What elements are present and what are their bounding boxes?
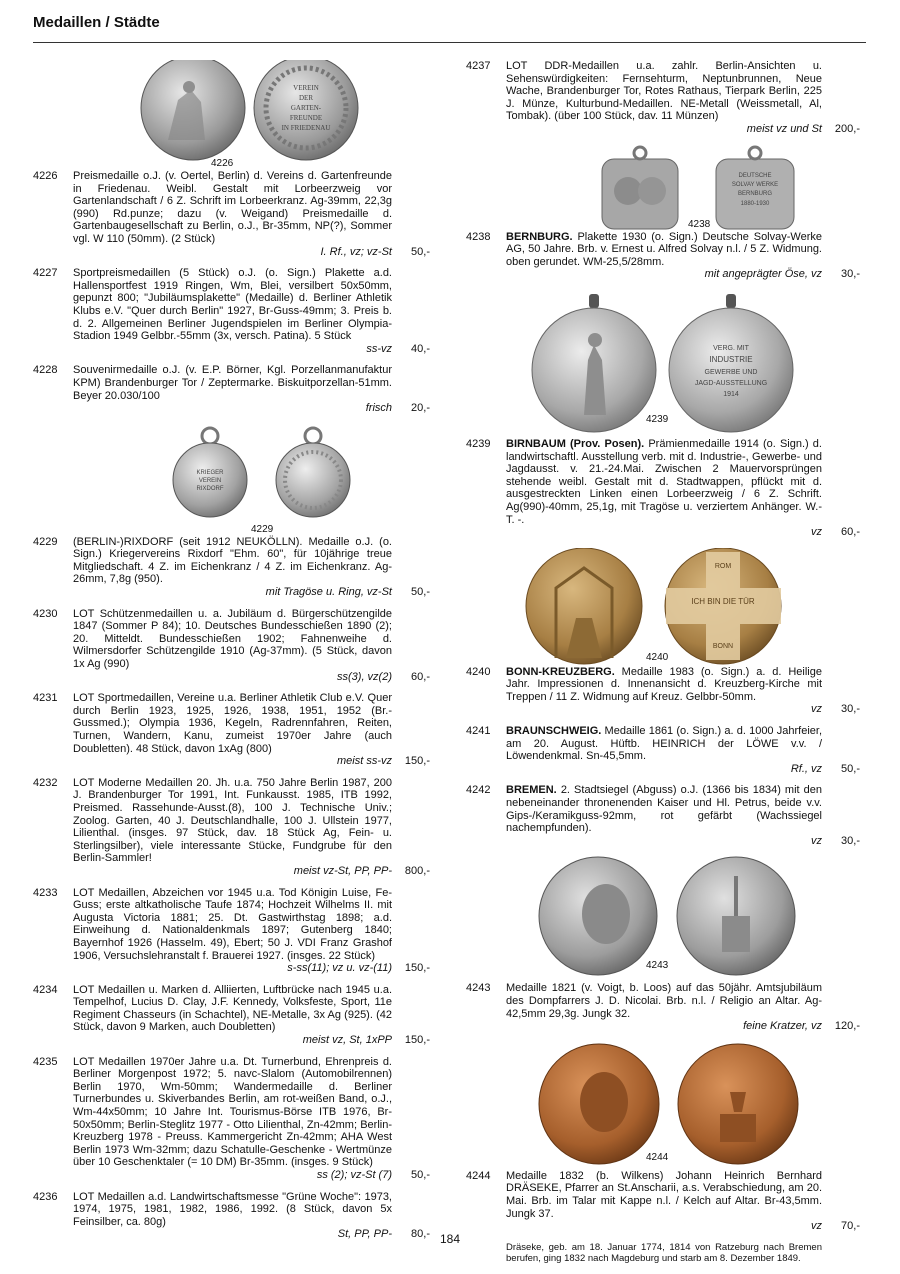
lot-text: Medaille 1821 (v. Voigt, b. Loos) auf das 50jähr. Amtsjubiläum des Dompfarrers J. D. Nicolai. Brb. n.l. / Religio an Altar. Ag-42,5mm 29,3g. Jungk 32. [506,982,822,1020]
medal-image-4238 [506,145,826,231]
lot-entry [33,170,430,258]
lot-entry [466,438,860,539]
figure-4243 [506,856,860,982]
lot-city: BONN-KREUZBERG. [506,665,615,678]
lot-description [73,1056,392,1182]
lot-number: 4235 [33,1055,58,1068]
lot-number: 4228 [33,364,58,377]
lot-description [73,267,392,355]
lot-description [506,982,822,1032]
lot-price: 120,- [834,1020,860,1033]
lot-description [73,887,392,975]
lot-description [506,725,822,775]
svg-text:VEREIN: VEREIN [293,84,319,92]
lot-entry [33,1056,430,1182]
lot-price: 20,- [411,402,430,415]
svg-text:FREUNDE: FREUNDE [289,114,323,122]
lot-grade: frisch [365,402,392,415]
svg-text:DER: DER [299,94,313,102]
lot-city: BREMEN. [506,784,557,797]
lot-price: 30,- [841,703,860,716]
lot-grade: vz [811,834,822,847]
lot-text: Medaille 1832 (b. Wilkens) Johann Heinrich Bernhard DRÄSEKE, Pfarrer an St.Anscharii, a.s. Verabschiedung, am 20. Mai. Brb. im Talar mit Kappe n.l. / Kelch auf Altar. Br-43,5mm. Jungk 37. [506,1169,822,1220]
svg-text:BONN: BONN [712,642,734,650]
lot-description [506,784,822,847]
lot-grade: s-ss(11); vz u. vz-(11) [287,962,392,975]
lot-number: 4242 [466,784,491,797]
lot-description [73,984,392,1047]
lot-text: Prämienmedaille 1914 (o. Sign.) d. landwirtschaftl. Ausstellung verb. mit d. Industrie-, Gewerbe- und Jagdausst. v. 21.-24.Mai. Zwischen 2 Mauervorsprüngen stehende weibl. Gestalt mit d. Stadtwappen, pflückt mit d. ausgestreckten Linken einen Lorbeerzweig / 6 Z. Schrift. Ag(990)-40mm, 25,1g, mit Tragöse u. verziertem Anhänger. W.-T. -. [506,437,822,526]
lot-description [73,608,392,684]
svg-text:SOLVAY WERKE: SOLVAY WERKE [731,181,779,188]
lot-text: Medaille 1983 (o. Sign.) a. d. Heilige Jahr. Impressionen d. Innenansicht d. Kreuzberg-Kirche mit Treppen / 11 Z. Widmung auf Kreuz. Gelbbr-50mm. [506,665,822,703]
lot-number: 4240 [466,665,491,678]
lot-price: 60,- [411,670,430,683]
lot-number: 4237 [466,60,491,72]
lot-entry [466,666,860,716]
lot-text: Sportpreismedaillen (5 Stück) o.J. (o. Sign.) Plakette a.d. Hallensportfest 1919 Ringen, Wm, Blei, versilbert 50x50mm, gepunzt 800; "Jubiläumsplakette" (Medaille) d. Berliner Athletik Klubs e.V. "Quer durch Berlin" 1927, Br-Guss-49mm; 3. Preis b. d. 2. Allgemeinen Berliner Jugendspielen im Berliner Olympia-Stadion 1949 Gelbbr.-55mm (3x, versch. Patina). 5 Stück [73,267,392,343]
lot-text: LOT DDR-Medaillen u.a. zahlr. Berlin-Ansichten u. Sehenswürdigkeiten: Fernsehturm, Neptunbrunnen, Neue Wache, Brandenburger Tor, Rotes Rathaus, Tierpark Berlin, 225 J. Münze, Kulturbund-Medaillen. NE-Metall (Weissmetall, Al, Tombak). (über 100 Stück, dav. 11 Münzen) [506,60,822,123]
lot-grade: mit angeprägter Öse, vz [704,268,822,281]
lot-price: 50,- [411,1169,430,1181]
lot-entry [466,725,860,775]
lot-note: Dräseke, geb. am 18. Januar 1774, 1814 von Ratzeburg nach Bremen berufen, ging 1832 nach Magdeburg und starb am 8. Dezember 1849. [506,1241,822,1264]
lot-grade: ss-vz [366,342,392,355]
lot-text: LOT Schützenmedaillen u. a. Jubiläum d. Bürgerschützengilde 1847 (Sommer P 84); 10. Deutsches Bundesschießen 1890 (2); 20. Mitteldt. Bundesschießen 1902; Fahnenweihe d. Wilmersdorfer Schützengilde 1910 (Ag-37mm). (5 Stück, davon 1x Ag (990) [73,607,392,671]
medal-image-4239 [506,290,846,438]
lot-price: 150,- [404,1034,430,1047]
lot-number: 4241 [466,725,491,738]
lot-price: 30,- [841,268,860,281]
svg-text:VEREIN: VEREIN [198,477,222,484]
lot-description [506,438,822,539]
lot-entry [33,984,430,1047]
lot-number: 4236 [33,1190,58,1203]
lot-price: 50,- [411,245,430,258]
svg-text:GEWERBE UND: GEWERBE UND [704,368,758,376]
lot-description [506,60,822,136]
lot-description [506,666,822,716]
figure-caption: 4238 [688,218,711,230]
lot-text: Souvenirmedaille o.J. (v. E.P. Börner, Kgl. Porzellanmanufaktur KPM) Brandenburger Tor / Zeptermarke. Biskuitporzellan-51mm. Beyer 20.030/100 [73,364,392,402]
svg-text:KRIEGER: KRIEGER [196,469,224,476]
lot-price: 800,- [404,864,430,877]
lot-entry [33,267,430,355]
lot-entry [466,60,860,136]
lot-description [506,1170,822,1233]
svg-text:BERNBURG: BERNBURG [737,190,773,197]
lot-grade: St, PP, PP- [337,1228,392,1241]
lot-number: 4238 [466,230,491,243]
lot-text: LOT Medaillen 1970er Jahre u.a. Dt. Turnerbund, Ehrenpreis d. Berliner Morgenpost 1972; 5. navc-Slalom (Automobilrennen) Berlin 1970, Wm-50mm; Wandermedaille d. Berliner Turnerbundes u. Skiverbandes Berlin, am rot-weißen Band, o.J., Wm-44x50mm; 10 Jahre Int. Tourismus-Börse ITB 1976, Br-50x50mm; Berlin-Steglitz 1977 - Otto Lilienthal, Zn-42mm; Berlin-Kreuzberg 1978 - Preuss. Kammergericht Zn-42mm; AHA West Berlin 1973 Wm-32mm; dazu Schatulle-Geschenke - Wertmünze über 10 Geschenktaler (= 10 DM) Br-35mm. (insges. 9 Stück) [73,1055,392,1169]
lot-entry [33,364,430,414]
lot-entry [33,608,430,684]
figure-caption: 4226 [211,158,234,169]
header-divider [33,42,866,43]
right-column [466,60,860,1264]
lot-city: BERNBURG. [506,230,573,243]
figure-4226 [73,60,430,170]
figure-caption: 4243 [646,960,669,972]
svg-text:INDUSTRIE: INDUSTRIE [709,354,753,364]
lot-number: 4227 [33,267,58,280]
lot-entry [33,777,430,878]
lot-entry [466,982,860,1032]
medal-image-4240 [506,548,846,666]
medal-image-4229 [73,424,433,536]
lot-number: 4232 [33,776,58,789]
lot-entry [33,692,430,768]
svg-text:GARTEN-: GARTEN- [290,104,322,112]
lot-price: 60,- [841,526,860,539]
figure-caption: 4229 [251,523,274,535]
lot-price: 200,- [834,122,860,135]
lot-grade: ss (2); vz-St (7) [316,1169,392,1181]
svg-text:1914: 1914 [723,390,739,398]
lot-description [73,692,392,768]
svg-text:VERG. MIT: VERG. MIT [713,344,749,352]
lot-number: 4226 [33,170,58,182]
lot-price: 70,- [841,1220,860,1233]
lot-description [73,777,392,878]
lot-text: Plakette 1930 (o. Sign.) Deutsche Solvay-Werke AG, 50 Jahre. Brb. v. Ernest u. Alfred Solvay n.l. / 5 Z. Widmung. oben gerundet. WM-25,5/28mm. [506,230,822,268]
lot-grade: vz [811,526,822,539]
figure-caption: 4239 [646,413,669,425]
svg-text:ICH BIN DIE TÜR: ICH BIN DIE TÜR [691,596,755,606]
lot-number: 4244 [466,1169,491,1182]
figure-4229 [73,424,430,536]
lot-text: Medaille 1861 (o. Sign.) a. d. 1000 Jahrfeier, am 20. August. Hüftb. HEINRICH der LÖWE v.v. / Löwendenkmal. Sn-45,5mm. [506,725,822,763]
figure-caption: 4244 [646,1151,669,1163]
lot-grade: vz [811,1220,822,1233]
lot-price: 50,- [411,586,430,599]
lot-price: 80,- [411,1228,430,1241]
figure-4238 [506,145,860,231]
lot-description [73,536,392,599]
medal-image-4226 [73,60,433,170]
lot-price: 30,- [841,834,860,847]
lot-number: 4233 [33,886,58,899]
lot-description [73,364,392,414]
lot-entry [466,231,860,281]
lot-number: 4234 [33,983,58,996]
lot-grade: mit Tragöse u. Ring, vz-St [265,586,392,599]
svg-text:RIXDORF: RIXDORF [196,485,224,492]
lot-number: 4239 [466,437,491,450]
lot-grade: meist ss-vz [337,755,392,768]
lot-grade: vz [811,703,822,716]
lot-text: LOT Moderne Medaillen 20. Jh. u.a. 750 Jahre Berlin 1987, 200 J. Brandenburger Tor 1991, Int. Funkausst. 1985, ITB 1992, Preismed. Rassehunde-Ausst.(8), 100 J. Technische Univ.; Zoolog. Garten, 40 J. Deutschlandhalle, 100 J. Ullstein 1977, Lilienthal. (insges. 97 Stück, dav. 18 Stück Ag, Fein- u. Sterlingsilber), viele interessante Stücke, Fundgrube für den Berlin-Sammler! [73,776,392,865]
lot-description [506,231,822,281]
lot-number: 4243 [466,982,491,995]
figure-caption: 4240 [646,651,669,663]
figure-4239 [506,290,860,438]
lot-number: 4229 [33,535,58,548]
lot-price: 150,- [404,755,430,768]
svg-text:1880-1930: 1880-1930 [740,200,770,207]
lot-city: BIRNBAUM (Prov. Posen). [506,437,645,450]
lot-price: 150,- [404,962,430,975]
lot-text: LOT Medaillen a.d. Landwirtschaftsmesse "Grüne Woche": 1973, 1974, 1975, 1981, 1982, 1986, 1992. (8 Stück, davon 5x Feinsilber, ca. 80g) [73,1190,392,1228]
lot-entry [466,784,860,847]
lot-price: 40,- [411,342,430,355]
lot-grade: meist vz und St [746,122,822,135]
lot-grade: meist vz-St, PP, PP- [293,864,392,877]
figure-4244 [506,1042,860,1170]
left-column [33,60,430,1250]
lot-description [73,170,392,258]
lot-number: 4230 [33,607,58,620]
lot-text: Preismedaille o.J. (v. Oertel, Berlin) d. Vereins d. Gartenfreunde in Friedenau. Weibl. Gestalt mit Lorbeerzweig vor Gartenlandschaft / 6 Z. Schrift im Lorbeerkranz. Ag-39mm, 22,3g (990) Rd.punze; dazu (v. Weigand) Preismedaille d. Gartenbaugesellschaft zu Berlin, o.J., Br-35mm, NP(?), Sommer vgl. W 110 (50mm). (2 Stück) [73,170,392,245]
svg-text:IN FRIEDENAU: IN FRIEDENAU [281,124,331,132]
svg-text:DEUTSCHE: DEUTSCHE [738,172,772,179]
lot-grade: meist vz, St, 1xPP [302,1034,392,1047]
lot-text: (BERLIN-)RIXDORF (seit 1912 NEUKÖLLN). Medaille o.J. (o. Sign.) Kriegervereins Rixdorf "Ehm. 60", für 10jährige treue Mitgliedschaft. 4 Z. im Eichenkranz / 4 Z. im Eichenkranz. Ag-26mm, 7,8g (950). [73,535,392,586]
lot-grade: ss(3), vz(2) [337,670,392,683]
lot-city: BRAUNSCHWEIG. [506,725,602,738]
svg-text:ROM: ROM [714,562,732,570]
page-number: 184 [439,1232,461,1246]
lot-text: LOT Medaillen u. Marken d. Alliierten, Luftbrücke nach 1945 u.a. Tempelhof, Lucius D. Clay, J.F. Kennedy, Volksfeste, Sport, 11e Regiment Chasseurs (in Schachtel), NE-Metalle, 3x Ag (925). (42 Stück, davon 9 Marken, auch Doubletten) [73,983,392,1034]
lot-entry [466,1170,860,1233]
lot-grade: I. Rf., vz; vz-St [320,245,392,258]
medal-image-4244 [506,1042,846,1170]
figure-4240 [506,548,860,666]
page-title: Medaillen / Städte [33,14,160,31]
lot-price: 50,- [841,762,860,775]
medal-image-4243 [506,856,846,982]
lot-entry [33,536,430,599]
lot-number: 4231 [33,692,58,705]
lot-text: LOT Sportmedaillen, Vereine u.a. Berliner Athletik Club e.V. Quer durch Berlin 1923, 1925, 1926, 1938, 1951, 1952 (Br.-Gussmed.); Olympia 1936, Kegeln, Radrennfahren, Reiten, Turnen, Wandern, Kanu, zumeist 1970er Jahre (auch Doubletten). 48 Stück, davon 1xAg (800) [73,692,392,755]
svg-text:JAGD-AUSSTELLUNG: JAGD-AUSSTELLUNG [694,379,768,387]
lot-text: LOT Medaillen, Abzeichen vor 1945 u.a. Tod Königin Luise, Fe-Guss; erste altkatholische Taufe 1874; Hochzeit Wilhelms II. mit Augusta Victoria 1881; 25. Dt. Gastwirthstag 1898; a.d. Einweihung d. Nationaldenkmals 1897; Gutenberg 1840; Bayernhof 1926 (Hasselm. 49), Ebert; 50 J. VDI Franz Grashof 1906, Versuchslehranstalt f. Brauerei 1927. (insges. 22 Stück) [73,886,392,962]
lot-grade: feine Kratzer, vz [743,1020,822,1033]
lot-text: 2. Stadtsiegel (Abguss) o.J. (1366 bis 1834) mit den nebeneinander thronenenden Kaiser und Hl. Petrus, beide v.v. Gips-/Keramikguss-92mm, rot gefärbt (Wachssiegel nachempfunden). [506,784,823,835]
lot-entry [33,887,430,975]
lot-grade: Rf., vz [790,762,822,775]
